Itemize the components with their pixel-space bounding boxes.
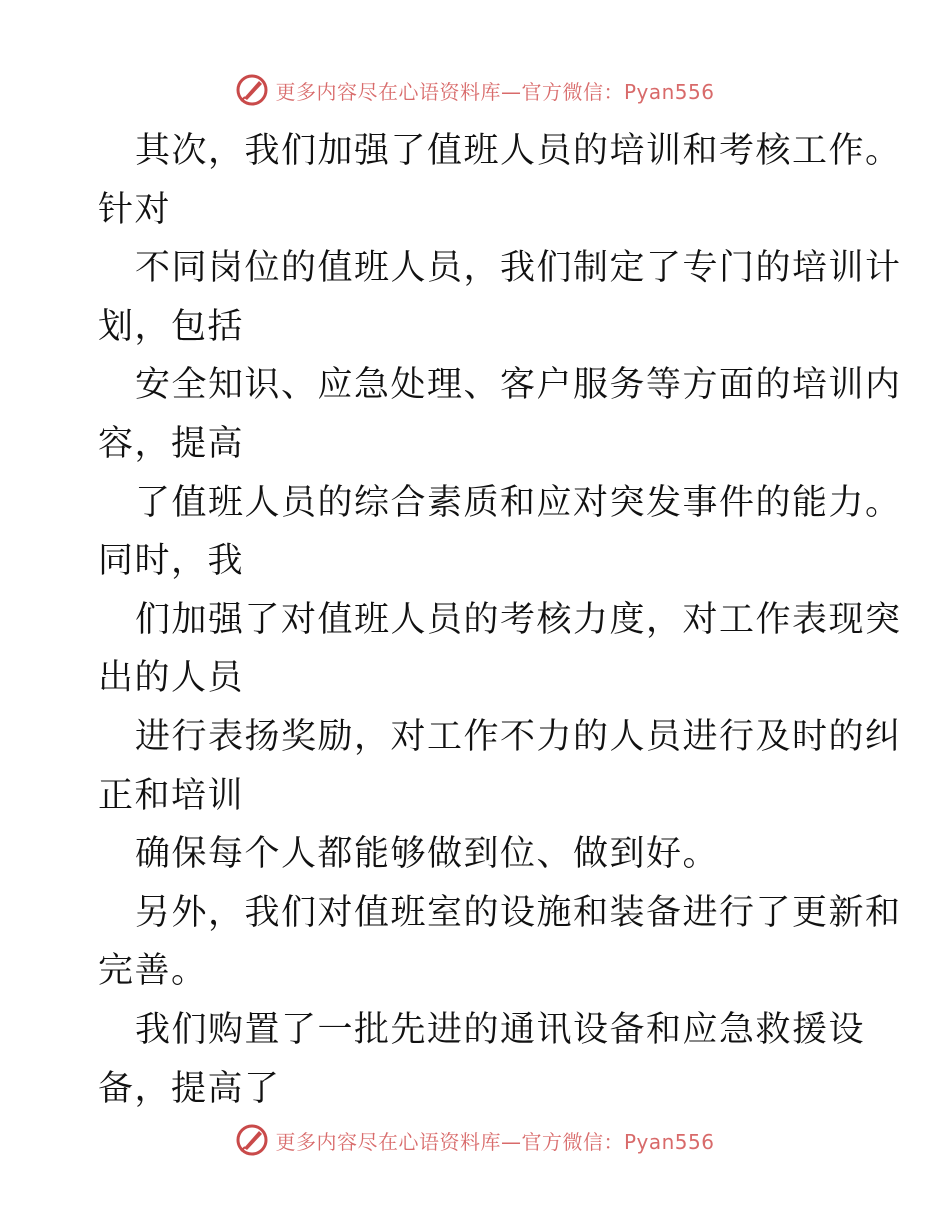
text-line: 确保每个人都能够做到位、做到好。 (135, 834, 720, 875)
text-line: 容，提高 (98, 423, 245, 464)
text-line: 了值班人员的综合素质和应对突发事件的能力。 (135, 482, 902, 523)
footer-watermark (0, 1120, 950, 1160)
text-line: 出的人员 (98, 658, 245, 699)
quill-logo-icon (235, 73, 269, 107)
header-watermark (0, 70, 950, 110)
text-line: 们加强了对值班人员的考核力度，对工作表现突 (135, 599, 902, 640)
text-line: 不同岗位的值班人员，我们制定了专门的培训计 (135, 248, 902, 289)
text-line: 划，包括 (98, 306, 245, 347)
text-line: 我们购置了一批先进的通讯设备和应急救援设 (135, 1009, 866, 1050)
document-body (98, 122, 902, 1118)
watermark-text: 更多内容尽在心语资料库—官方微信：Pyan556 (275, 1129, 715, 1154)
text-line: 备，提高了 (98, 1068, 281, 1109)
text-line: 另外，我们对值班室的设施和装备进行了更新和 (135, 892, 902, 933)
quill-logo-icon (235, 1123, 269, 1157)
text-line: 完善。 (98, 951, 208, 992)
text-line: 其次，我们加强了值班人员的培训和考核工作。 (135, 131, 902, 171)
text-line: 正和培训 (98, 775, 245, 816)
text-line: 安全知识、应急处理、客户服务等方面的培训内 (135, 365, 902, 406)
watermark-text: 更多内容尽在心语资料库—官方微信：Pyan556 (275, 79, 715, 104)
text-line: 针对 (98, 189, 172, 230)
text-line: 同时，我 (98, 541, 245, 582)
text-line: 进行表扬奖励，对工作不力的人员进行及时的纠 (135, 716, 902, 757)
